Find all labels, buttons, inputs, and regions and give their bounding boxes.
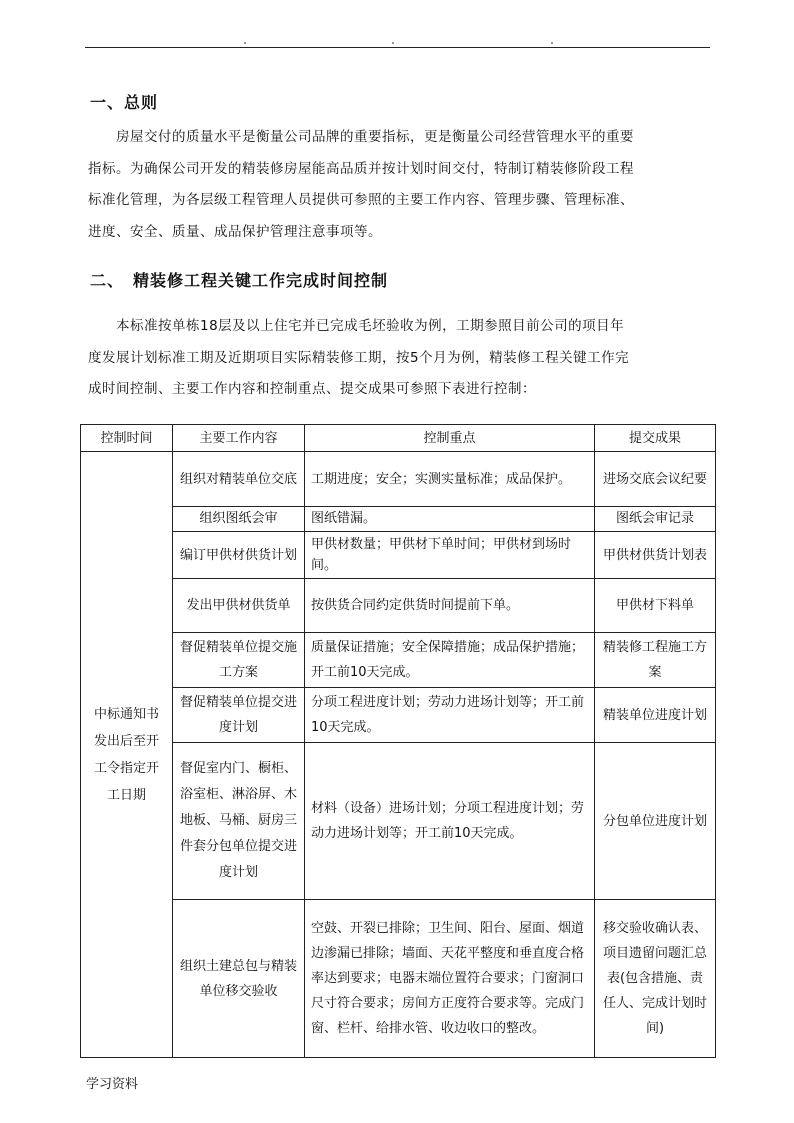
focus-cell: 工期进度；安全；实测实量标准；成品保护。 (305, 452, 595, 507)
table-row (81, 633, 716, 688)
focus-cell: 分项工程进度计划；劳动力进场计划等；开工前10天完成。 (305, 688, 595, 743)
table-row (81, 688, 716, 743)
work-cell: 督促精装单位提交进度计划 (173, 688, 305, 743)
table-row (81, 532, 716, 579)
column-header: 控制重点 (305, 425, 595, 452)
work-cell: 组织对精装单位交底 (173, 452, 305, 507)
column-header: 主要工作内容 (173, 425, 305, 452)
table-row (81, 452, 716, 507)
work-cell: 发出甲供材供货单 (173, 579, 305, 633)
header-rule (85, 47, 710, 48)
work-cell: 组织土建总包与精装单位移交验收 (173, 900, 305, 1058)
paragraph-line: 本标准按单栋18层及以上住宅并已完成毛坯验收为例，工期参照目前公司的项目年 (116, 318, 625, 334)
column-header: 提交成果 (595, 425, 716, 452)
table-row (81, 900, 716, 1058)
table-header-row (81, 425, 716, 452)
column-header: 控制时间 (81, 425, 173, 452)
result-cell: 精装修工程施工方案 (595, 633, 716, 688)
section-heading-schedule: 二、 精装修工程关键工作完成时间控制 (90, 271, 389, 290)
paragraph-line: 指标。为确保公司开发的精装修房屋能高品质并按计划时间交付，特制订精装修阶段工程 (88, 160, 634, 177)
header-dot (392, 42, 394, 44)
result-cell: 图纸会审记录 (595, 507, 716, 532)
paragraph-line: 房屋交付的质量水平是衡量公司品牌的重要指标，更是衡量公司经营管理水平的重要 (116, 129, 634, 145)
paragraph-line: 标准化管理，为各层级工程管理人员提供可参照的主要工作内容、管理步骤、管理标准、 (88, 192, 634, 208)
table-row (81, 743, 716, 900)
header-dot (244, 42, 246, 44)
result-cell: 分包单位进度计划 (595, 743, 716, 900)
footer-label: 学习资料 (86, 1077, 139, 1092)
result-cell: 精装单位进度计划 (595, 688, 716, 743)
work-cell: 编订甲供材供货计划 (173, 532, 305, 579)
table-row (81, 507, 716, 532)
control-period-cell: 中标通知书发出后至开工令指定开工日期 (81, 452, 173, 1058)
result-cell: 甲供材下料单 (595, 579, 716, 633)
work-cell: 组织图纸会审 (173, 507, 305, 532)
focus-cell: 图纸错漏。 (305, 507, 595, 532)
focus-cell: 质量保证措施；安全保障措施；成品保护措施；开工前10天完成。 (305, 633, 595, 688)
paragraph-line: 度发展计划标准工期及近期项目实际精装修工期，按5个月为例，精装修工程关键工作完 (88, 349, 630, 366)
result-cell: 移交验收确认表、项目遗留问题汇总表(包含措施、责任人、完成计划时间) (595, 900, 716, 1058)
general-paragraph (88, 122, 710, 248)
schedule-paragraph (88, 311, 710, 406)
focus-cell: 空鼓、开裂已排除；卫生间、阳台、屋面、烟道边渗漏已排除；墙面、天花平整度和垂直度合格率达到要求；电器末端位置符合要求；门窗洞口尺寸符合要求；房间方正度符合要求等。完成门窗、栏杆、给排水管、收边收口的整改。 (305, 900, 595, 1058)
section-heading-general: 一、总则 (90, 93, 159, 112)
paragraph-line: 成时间控制、主要工作内容和控制重点、提交成果可参照下表进行控制： (88, 381, 536, 397)
focus-cell: 材料（设备）进场计划；分项工程进度计划；劳动力进场计划等；开工前10天完成。 (305, 743, 595, 900)
work-cell: 督促室内门、橱柜、浴室柜、淋浴屏、木地板、马桶、厨房三件套分包单位提交进度计划 (173, 743, 305, 900)
header-dot (551, 42, 553, 44)
focus-cell: 甲供材数量；甲供材下单时间；甲供材到场时间。 (305, 532, 595, 579)
paragraph-line: 进度、安全、质量、成品保护管理注意事项等。 (88, 223, 382, 240)
table-row (81, 579, 716, 633)
focus-cell: 按供货合同约定供货时间提前下单。 (305, 579, 595, 633)
result-cell: 甲供材供货计划表 (595, 532, 716, 579)
control-table (80, 424, 716, 1058)
result-cell: 进场交底会议纪要 (595, 452, 716, 507)
work-cell: 督促精装单位提交施工方案 (173, 633, 305, 688)
